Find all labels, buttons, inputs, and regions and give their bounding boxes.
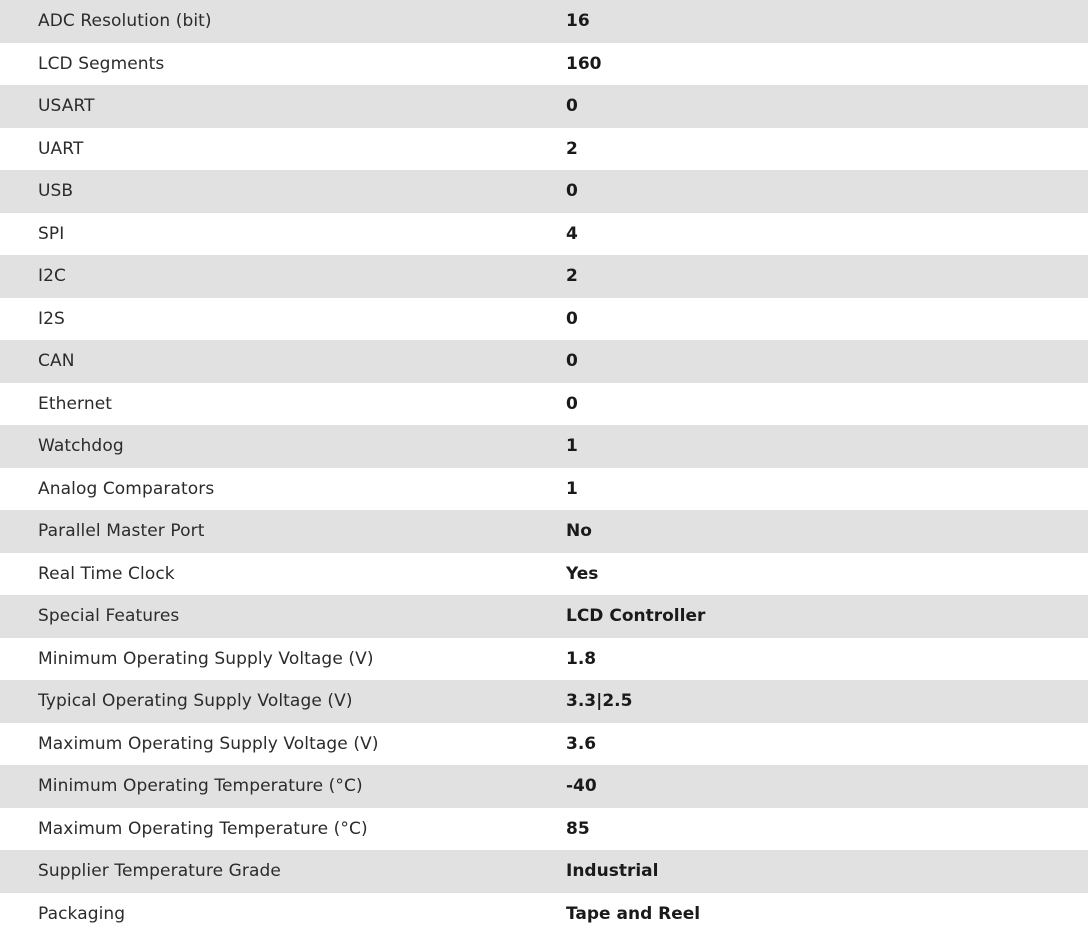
- spec-value: 0: [566, 85, 1088, 128]
- spec-name: CAN: [0, 340, 566, 383]
- spec-row: [0, 595, 1088, 638]
- spec-value: LCD Controller: [566, 595, 1088, 638]
- spec-row: [0, 723, 1088, 766]
- spec-value: Industrial: [566, 850, 1088, 893]
- spec-name: Typical Operating Supply Voltage (V): [0, 680, 566, 723]
- spec-name: I2C: [0, 255, 566, 298]
- spec-value: 0: [566, 170, 1088, 213]
- spec-name: Watchdog: [0, 425, 566, 468]
- spec-value: 85: [566, 808, 1088, 851]
- spec-name: LCD Segments: [0, 43, 566, 86]
- spec-row: [0, 765, 1088, 808]
- spec-row: [0, 255, 1088, 298]
- spec-value: 4: [566, 213, 1088, 256]
- spec-value: 3.3|2.5: [566, 680, 1088, 723]
- spec-row: [0, 43, 1088, 86]
- spec-row: [0, 638, 1088, 681]
- spec-name: Minimum Operating Temperature (°C): [0, 765, 566, 808]
- spec-row: [0, 510, 1088, 553]
- spec-row: [0, 893, 1088, 935]
- spec-value: 0: [566, 298, 1088, 341]
- spec-value: Yes: [566, 553, 1088, 596]
- spec-name: USART: [0, 85, 566, 128]
- spec-row: [0, 85, 1088, 128]
- spec-name: Ethernet: [0, 383, 566, 426]
- spec-row: [0, 425, 1088, 468]
- spec-value: 1: [566, 425, 1088, 468]
- spec-name: I2S: [0, 298, 566, 341]
- spec-value: 2: [566, 128, 1088, 171]
- spec-row: [0, 213, 1088, 256]
- spec-name: Real Time Clock: [0, 553, 566, 596]
- spec-name: Packaging: [0, 893, 566, 935]
- spec-row: [0, 680, 1088, 723]
- spec-name: USB: [0, 170, 566, 213]
- spec-row: [0, 383, 1088, 426]
- spec-row: [0, 170, 1088, 213]
- spec-value: 160: [566, 43, 1088, 86]
- spec-name: UART: [0, 128, 566, 171]
- spec-row: [0, 128, 1088, 171]
- spec-name: SPI: [0, 213, 566, 256]
- spec-value: Tape and Reel: [566, 893, 1088, 935]
- spec-row: [0, 0, 1088, 43]
- spec-value: 2: [566, 255, 1088, 298]
- spec-row: [0, 468, 1088, 511]
- spec-value: No: [566, 510, 1088, 553]
- spec-name: Minimum Operating Supply Voltage (V): [0, 638, 566, 681]
- spec-value: 3.6: [566, 723, 1088, 766]
- spec-value: 1.8: [566, 638, 1088, 681]
- spec-row: [0, 298, 1088, 341]
- spec-name: Analog Comparators: [0, 468, 566, 511]
- spec-name: ADC Resolution (bit): [0, 0, 566, 43]
- spec-value: 0: [566, 383, 1088, 426]
- spec-name: Maximum Operating Temperature (°C): [0, 808, 566, 851]
- spec-row: [0, 340, 1088, 383]
- spec-name: Supplier Temperature Grade: [0, 850, 566, 893]
- spec-row: [0, 553, 1088, 596]
- spec-value: 16: [566, 0, 1088, 43]
- spec-value: 1: [566, 468, 1088, 511]
- spec-name: Special Features: [0, 595, 566, 638]
- spec-name: Parallel Master Port: [0, 510, 566, 553]
- spec-value: 0: [566, 340, 1088, 383]
- spec-row: [0, 808, 1088, 851]
- spec-row: [0, 850, 1088, 893]
- spec-value: -40: [566, 765, 1088, 808]
- spec-name: Maximum Operating Supply Voltage (V): [0, 723, 566, 766]
